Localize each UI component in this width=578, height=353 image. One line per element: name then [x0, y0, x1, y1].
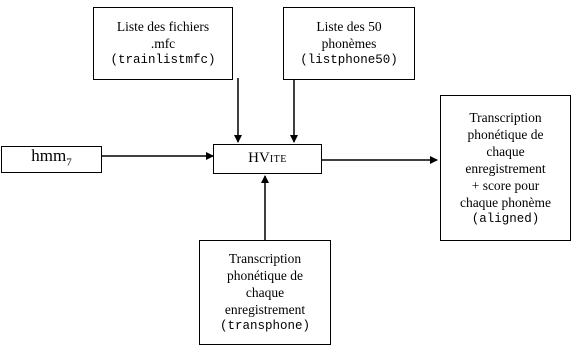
- box-hmm: [1, 146, 102, 173]
- phonemes-code: (listphone50): [300, 53, 398, 67]
- hvite-first: HV: [248, 150, 270, 166]
- hmm-main: hmm: [31, 146, 67, 166]
- transcription-line4: enregistrement: [224, 302, 306, 317]
- output-line3: chaque: [486, 143, 525, 159]
- transcription-line1: Transcription: [228, 251, 302, 266]
- box-phonemes-list: [283, 7, 415, 80]
- hmm-label: [31, 147, 71, 171]
- transcription-code: (transphone): [219, 319, 310, 333]
- box-hvite: [213, 144, 322, 174]
- output-code: (aligned): [471, 211, 540, 226]
- output-line6: chaque phonème: [459, 194, 552, 210]
- fichiers-line2: .mfc: [150, 36, 176, 51]
- transcription-line2: phonétique de: [226, 268, 304, 283]
- output-line4: enregistrement: [465, 160, 546, 176]
- hmm-subscript: 7: [66, 156, 72, 169]
- phonemes-line2: phonèmes: [321, 36, 377, 51]
- box-output-transcription: [440, 95, 571, 241]
- phonemes-line1: Liste des 50: [316, 19, 382, 34]
- box-input-transcription: [199, 240, 331, 345]
- output-line5: + score pour: [471, 177, 540, 193]
- fichiers-code: (trainlistmfc): [110, 53, 216, 67]
- transcription-line3: chaque: [245, 285, 285, 300]
- box-fichiers-list: [93, 7, 233, 80]
- fichiers-line1: Liste des fichiers: [116, 19, 210, 34]
- hvite-label: [248, 150, 287, 168]
- output-line2: phonétique de: [467, 126, 544, 142]
- hvite-rest: ITE: [269, 154, 287, 165]
- output-line1: Transcription: [469, 109, 542, 125]
